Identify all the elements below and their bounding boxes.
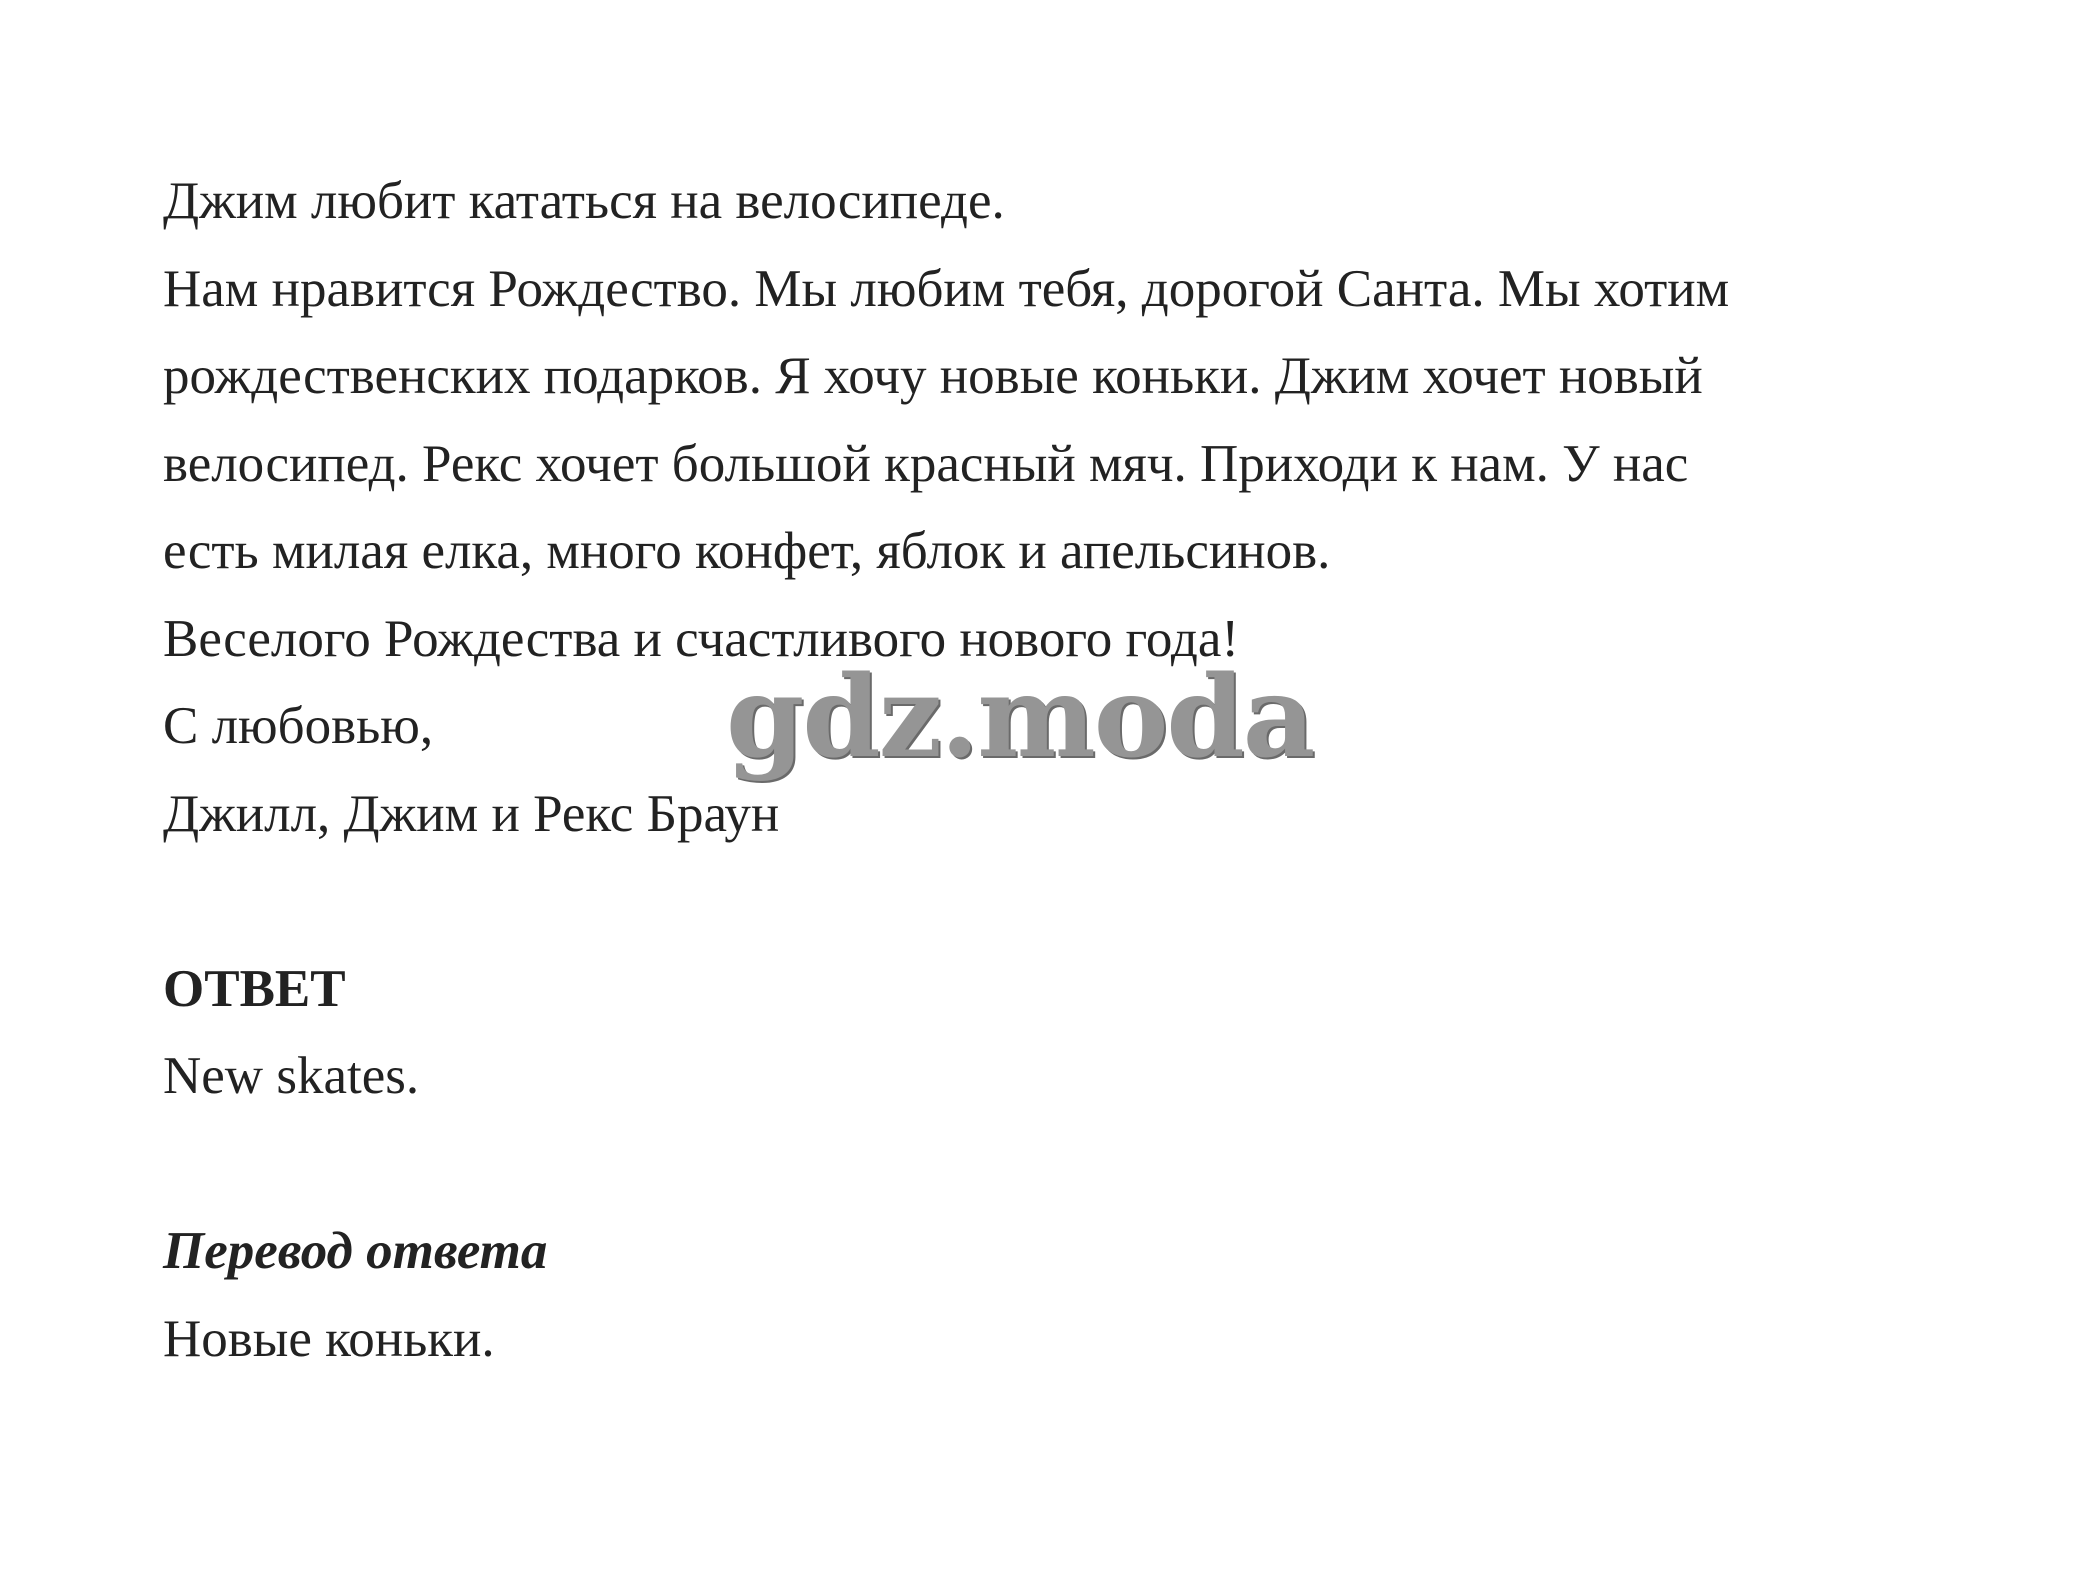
translation-text: Новые коньки. — [163, 1309, 495, 1368]
letter-signature: Джилл, Джим и Рекс Браун — [163, 784, 780, 843]
letter-line-5: есть милая елка, много конфет, яблок и апельсинов. — [163, 522, 1331, 580]
answer-text: New skates. — [163, 1047, 420, 1105]
letter-line-3: рождественских подарков. Я хочу новые коньки. Джим хочет новый — [163, 347, 1703, 405]
letter-line-2: Нам нравится Рождество. Мы любим тебя, дорогой Санта. Мы хотим — [163, 259, 1730, 318]
spacer — [163, 1121, 1963, 1209]
watermark-logo: gdz.moda — [726, 652, 1314, 783]
spacer — [163, 858, 1963, 946]
letter-line-1: Джим любит кататься на велосипеде. — [163, 172, 1005, 230]
answer-heading: ОТВЕТ — [163, 959, 346, 1018]
translation-heading: Перевод ответа — [163, 1222, 548, 1280]
letter-line-6: Веселого Рождества и счастливого нового года! — [163, 609, 1240, 668]
letter-closing: С любовью, — [163, 697, 434, 755]
letter-line-4: велосипед. Рекс хочет большой красный мяч. Приходи к нам. У нас — [163, 434, 1689, 493]
